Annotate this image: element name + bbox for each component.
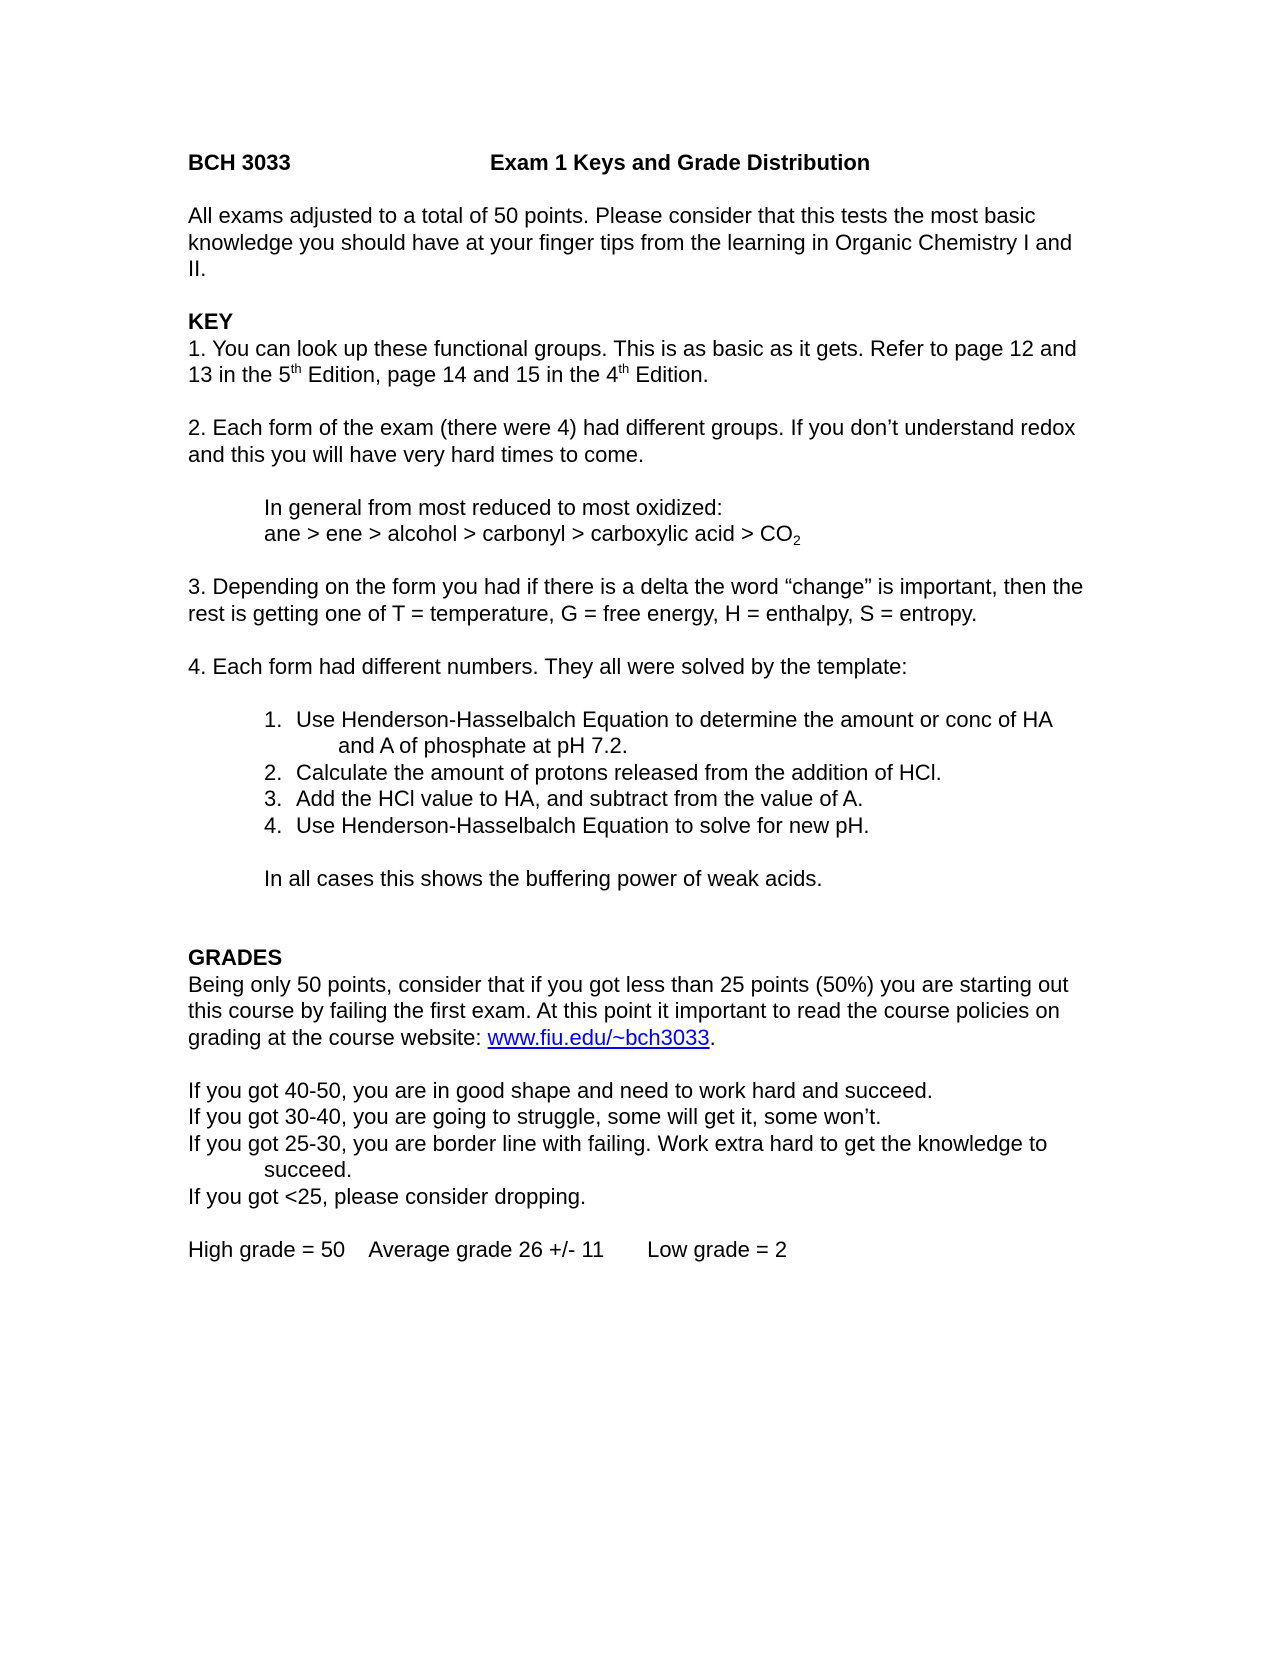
average-grade: Average grade 26 +/- 11 [368, 1236, 605, 1262]
course-code: BCH 3033 [188, 150, 291, 175]
grades-paragraph: Being only 50 points, consider that if you got less than 25 points (50%) you are starting out this course by failing the first exam. At this point it important to read the course policies on grading at the course website: www.fiu.edu/~bch3033. [188, 971, 1069, 1050]
key-item-1: 1. You can look up these functional groups. This is as basic as it gets. Refer to page 12 and 13 in the 5th Edition, page 14 and 15 in the 4th Edition. [188, 335, 1077, 387]
intro-paragraph: All exams adjusted to a total of 50 points. Please consider that this tests the most basic knowledge you should have at your finger tips from the learning in Organic Chemistry I and II. [188, 203, 1073, 281]
template-step: 4. Use Henderson-Hasselbalch Equation to solve for new pH. [264, 812, 870, 838]
grade-advice-line: If you got 40-50, you are in good shape and need to work hard and succeed. [188, 1077, 933, 1103]
template-step: 2. Calculate the amount of protons released from the addition of HCl. [264, 759, 942, 785]
template-steps [188, 707, 1088, 840]
template-step: 3. Add the HCl value to HA, and subtract from the value of A. [264, 786, 864, 811]
key-item-3: 3. Depending on the form you had if there is a delta the word “change” is important, then the rest is getting one of T = temperature, G = free energy, H = enthalpy, S = entropy. [188, 574, 1084, 626]
grades-heading: GRADES [188, 945, 283, 970]
oxidation-order-intro: In general from most reduced to most oxidized: [264, 494, 723, 520]
grade-statistics [188, 1237, 1088, 1264]
grade-advice-line: If you got 30-40, you are going to struggle, some will get it, some won’t. [188, 1104, 882, 1129]
document-header [188, 150, 1088, 177]
course-website-link[interactable]: www.fiu.edu/~bch3033 [487, 1024, 710, 1050]
key-item-4: 4. Each form had different numbers. They all were solved by the template: [188, 653, 908, 679]
grade-advice-line: If you got <25, please consider dropping. [188, 1183, 587, 1209]
document-content [188, 150, 1088, 1263]
document-title: Exam 1 Keys and Grade Distribution [490, 150, 871, 175]
low-grade: Low grade = 2 [647, 1236, 788, 1262]
oxidation-order: ane > ene > alcohol > carbonyl > carboxylic acid > $CO_2$ [264, 521, 801, 548]
high-grade: High grade = 50 [188, 1236, 346, 1262]
template-step: 1. Use Henderson-Hasselbalch Equation to determine the amount or conc of HA and A of phosphate at pH 7.2. [264, 706, 1053, 758]
buffer-note: In all cases this shows the buffering power of weak acids. [264, 865, 823, 891]
key-heading: KEY [188, 309, 234, 334]
grade-advice-line: If you got 25-30, you are border line with failing. Work extra hard to get the knowledge to succeed. [188, 1130, 1048, 1182]
key-item-2: 2. Each form of the exam (there were 4) had different groups. If you don’t understand redox and this you will have very hard times to come. [188, 415, 1076, 467]
